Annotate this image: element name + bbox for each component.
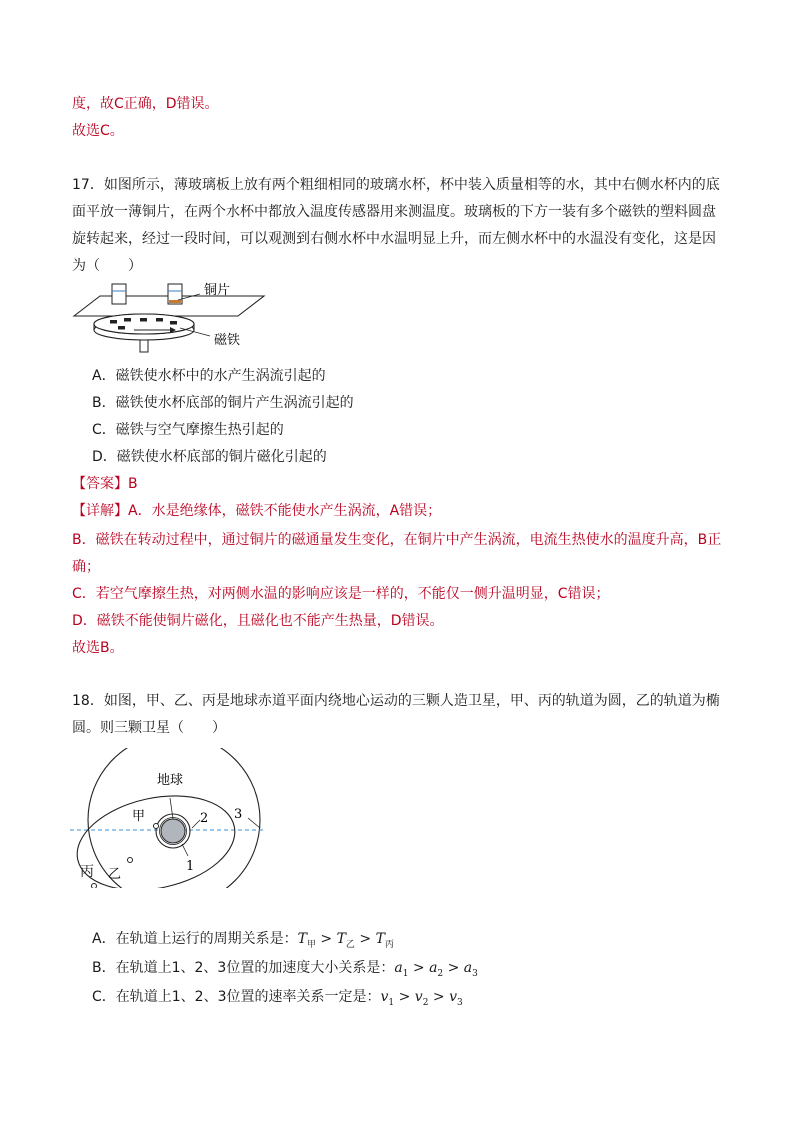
pos2-label: 2: [200, 811, 209, 826]
answer-value: B: [128, 476, 138, 492]
q17-option-c: C．磁铁与空气摩擦生热引起的: [92, 422, 284, 438]
prev-conclusion: 故选C。: [72, 123, 124, 139]
q18-option-c: [92, 987, 463, 1013]
prev-answer-line: 度，故C正确，D错误。: [72, 96, 219, 112]
q18-stem-line-2: 圆。则三颗卫星（ ）: [72, 720, 226, 736]
q17-detail-line-4: C．若空气摩擦生热，对两侧水温的影响应该是一样的，不能仅一侧升温明显，C错误；: [72, 586, 610, 602]
q17-option-b: B．磁铁使水杯底部的铜片产生涡流引起的: [92, 395, 354, 411]
q17-detail-line-2: B．磁铁在转动过程中，通过铜片的磁通量发生变化，在铜片中产生涡流，电流生热使水的温度升高，B正: [72, 532, 722, 548]
q18-option-b: [92, 958, 478, 984]
answer-tag: 【答案】: [72, 476, 128, 492]
detail-text: A．水是绝缘体，磁铁不能使水产生涡流，A错误；: [128, 503, 442, 519]
pos1-label: 1: [186, 859, 195, 874]
q18-option-c-text: C．在轨道上1、2、3位置的速率关系一定是：: [92, 989, 381, 1005]
q17-detail-line-5: D．磁铁不能使铜片磁化，且磁化也不能产生热量，D错误。: [72, 613, 444, 629]
jia-label: 甲: [132, 809, 146, 824]
q17-stem-line-3: 旋转起来，经过一段时间，可以观测到右侧水杯中水温明显上升，而左侧水杯中的水温没有变化，这是因: [72, 231, 716, 247]
q17-detail-line-1: [72, 501, 441, 521]
bing-label: 丙: [80, 864, 94, 880]
q17-answer: [72, 474, 138, 494]
yi-label: 乙: [108, 867, 122, 882]
q17-option-d: D．磁铁使水杯底部的铜片磁化引起的: [92, 449, 327, 465]
q18-option-b-text: B．在轨道上1、2、3位置的加速度大小关系是：: [92, 960, 395, 976]
q18-option-a-text: A．在轨道上运行的周期关系是：: [92, 931, 298, 947]
detail-tag: 【详解】: [72, 503, 128, 519]
q18-figure: [66, 748, 276, 888]
q17-stem-line-2: 面平放一薄铜片，在两个水杯中都放入温度传感器用来测温度。玻璃板的下方一装有多个磁铁的塑料圆盘: [72, 204, 716, 220]
magnet-label: 磁铁: [214, 333, 241, 348]
q18-option-a-formula: $T_甲 > T_乙 > T_丙$: [297, 931, 394, 950]
earth-label: 地球: [157, 773, 184, 788]
q17-stem-line-1: 17．如图所示，薄玻璃板上放有两个粗细相同的玻璃水杯，杯中装入质量相等的水，其中右侧水杯内的底: [72, 177, 720, 193]
q18-option-b-formula: $a_1 > a_2 > a_3$: [394, 960, 478, 979]
q17-option-a: A．磁铁使水杯中的水产生涡流引起的: [92, 368, 326, 384]
pos3-label: 3: [234, 807, 243, 822]
q18-option-c-formula: $v_1 > v_2 > v_3$: [380, 989, 463, 1008]
q18-option-a: [92, 929, 394, 955]
copper-label: 铜片: [204, 283, 231, 298]
q18-stem-line-1: 18．如图，甲、乙、丙是地球赤道平面内绕地心运动的三颗人造卫星，甲、丙的轨道为圆，乙的轨道为椭: [72, 693, 720, 709]
q17-stem-line-4: 为（ ）: [72, 258, 142, 274]
q17-conclusion: 故选B。: [72, 640, 124, 656]
q17-figure: [70, 278, 270, 358]
q17-detail-line-3: 确；: [72, 559, 100, 575]
